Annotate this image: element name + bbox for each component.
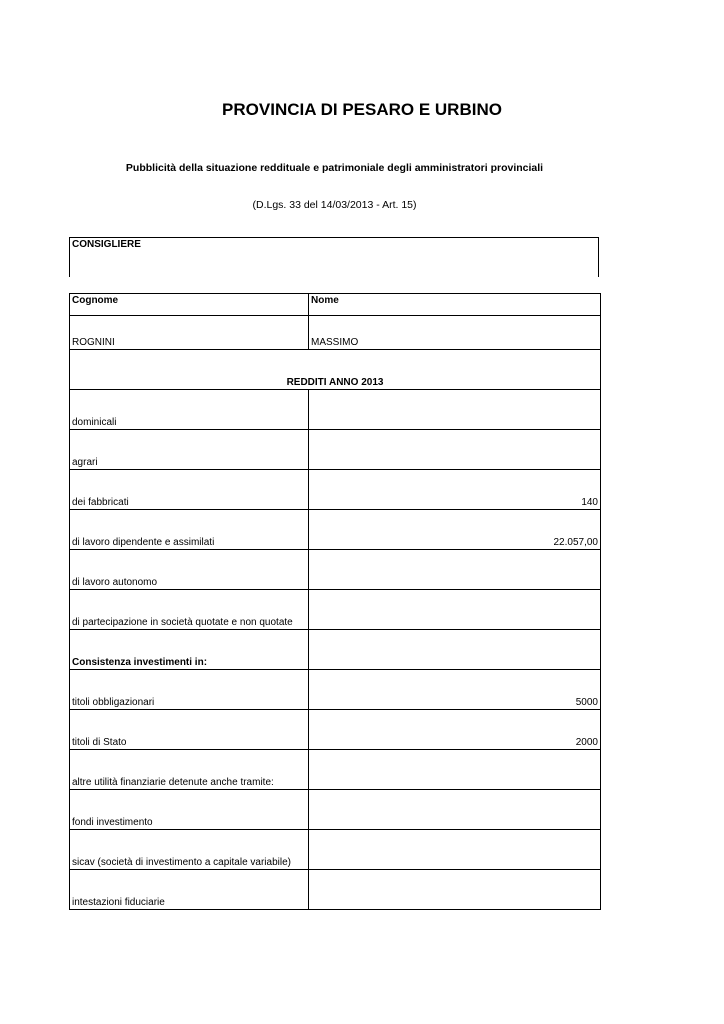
income-label: di lavoro dipendente e assimilati (70, 510, 309, 550)
page-title: PROVINCIA DI PESARO E URBINO (222, 100, 502, 119)
table-row (70, 350, 601, 390)
table-row (70, 390, 601, 430)
table-row (70, 710, 601, 750)
investment-value (309, 750, 601, 790)
investment-value (309, 830, 601, 870)
income-value (309, 590, 601, 630)
income-section-title: REDDITI ANNO 2013 (70, 350, 601, 390)
law-reference: (D.Lgs. 33 del 14/03/2013 - Art. 15) (252, 199, 417, 211)
investment-label: titoli di Stato (70, 710, 309, 750)
name-value: MASSIMO (309, 316, 601, 350)
income-label: di lavoro autonomo (70, 550, 309, 590)
investment-label: titoli obbligazionari (70, 670, 309, 710)
table-row (70, 294, 601, 316)
role-box (69, 237, 599, 277)
income-label: agrari (70, 430, 309, 470)
table-row (70, 630, 601, 670)
income-label: dei fabbricati (70, 470, 309, 510)
investment-label: fondi investimento (70, 790, 309, 830)
page-subtitle: Pubblicità della situazione reddituale e patrimoniale degli amministratori provinciali (125, 162, 544, 174)
table-row (70, 830, 601, 870)
table-row (70, 670, 601, 710)
table-row (70, 470, 601, 510)
investment-label: altre utilità finanziarie detenute anche tramite: (70, 750, 309, 790)
income-value: 22.057,00 (309, 510, 601, 550)
income-value (309, 390, 601, 430)
table-row (70, 590, 601, 630)
table-row (70, 430, 601, 470)
table-row (70, 550, 601, 590)
surname-value: ROGNINI (70, 316, 309, 350)
table-row (70, 790, 601, 830)
investment-value: 2000 (309, 710, 601, 750)
declaration-table (69, 293, 601, 910)
table-row (70, 750, 601, 790)
income-label: di partecipazione in società quotate e non quotate (70, 590, 309, 630)
investment-label: intestazioni fiduciarie (70, 870, 309, 910)
income-value: 140 (309, 470, 601, 510)
income-value (309, 430, 601, 470)
investments-title-value (309, 630, 601, 670)
investments-title: Consistenza investimenti in: (70, 630, 309, 670)
surname-header: Cognome (70, 294, 309, 316)
table-row (70, 870, 601, 910)
income-value (309, 550, 601, 590)
name-header: Nome (309, 294, 601, 316)
role-label: CONSIGLIERE (72, 239, 141, 250)
investment-value (309, 790, 601, 830)
income-label: dominicali (70, 390, 309, 430)
investment-value (309, 870, 601, 910)
investment-value: 5000 (309, 670, 601, 710)
investment-label: sicav (società di investimento a capitale variabile) (70, 830, 309, 870)
table-row (70, 316, 601, 350)
table-row (70, 510, 601, 550)
